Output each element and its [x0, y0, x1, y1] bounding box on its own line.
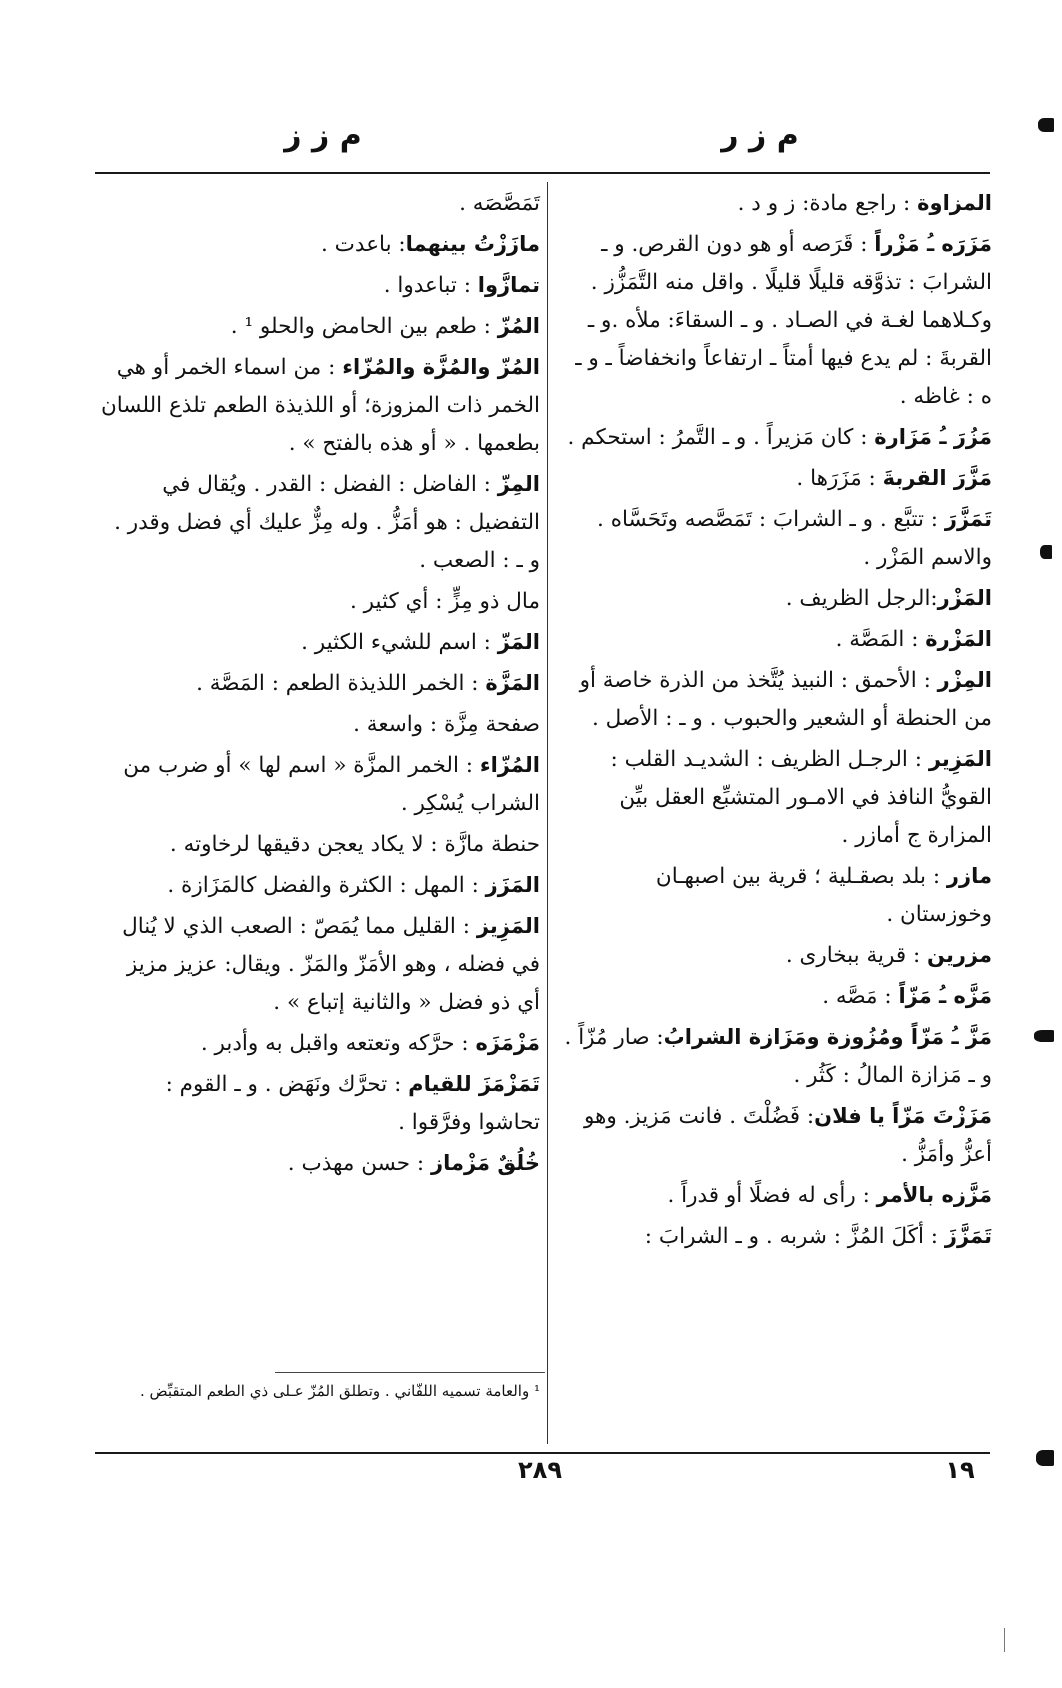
definition: : أكَلَ المُزَّ : شربه . و ـ الشرابَ : [644, 1224, 945, 1249]
column-divider [547, 182, 548, 1444]
headword: مَزَّرَ القربةَ [882, 466, 992, 490]
entry [560, 1018, 992, 1095]
definition: : الأحمق : النبيذ يُتَّخذ من الذرة خاصة أو من الحنطة أو الشعير والحبوب . و ـ : الأصل . [579, 668, 992, 731]
margin-mark [1038, 118, 1054, 132]
headword: مازر [946, 864, 992, 888]
headword: المَزّ [497, 630, 540, 654]
headword: المَزْرة [925, 627, 992, 651]
headword: المِزّ [497, 472, 540, 496]
headword: المَزَز [485, 873, 540, 897]
margin-tick [1004, 1628, 1005, 1652]
definition: :الرجل الظريف . [785, 586, 938, 611]
definition: : طعم بين الحامض والحلو ¹ . [230, 314, 498, 339]
entry [100, 1144, 540, 1183]
entry [100, 623, 540, 662]
entry [100, 1065, 540, 1142]
margin-mark [1034, 1030, 1054, 1042]
root-heading-right: م ز ر [721, 118, 799, 153]
entry [100, 746, 540, 823]
entry [560, 225, 992, 416]
definition: : راجع مادة: ز و د . [737, 191, 918, 216]
headword: المِزْر [937, 668, 992, 692]
definition: : تتبَّع . و ـ الشرابَ : تَمَصَّصه وتَحَسَّاه . والاسم المَزْر . [597, 507, 992, 570]
definition: : تباعدوا . [383, 273, 478, 298]
entry [100, 465, 540, 580]
entry [560, 620, 992, 659]
definition: : فَضُلْتَ . فانت مَزيز. وهو أعزُّ وأمَزُّ . [583, 1104, 992, 1167]
entry [100, 582, 540, 621]
headword: المَزِير [928, 747, 992, 771]
definition: : حسن مهذب . [287, 1151, 431, 1176]
headword: مزرين [927, 943, 992, 967]
root-heading-left: م ز ز [284, 118, 362, 153]
definition: : المَصَّة . [835, 627, 926, 652]
definition: تَمَصَّصَه . [459, 191, 540, 216]
headword: المزاوة [917, 191, 992, 215]
headword: خُلُقٌ مَزْماز [431, 1151, 540, 1175]
entry [100, 184, 540, 223]
entry [100, 705, 540, 744]
headword: مَزَّزه بالأمر [876, 1183, 992, 1207]
definition: : حرَّكه وتعتعه واقبل به وأدبر . [200, 1031, 476, 1056]
page-number-left: ٢٨٩ [518, 1456, 562, 1484]
entry [100, 907, 540, 1022]
definition: : المهل : الكثرة والفضل كالمَزَازة . [167, 873, 486, 898]
footnote: ¹ والعامة تسميه اللفّاني . وتطلق المُزّ عـلى ذي الطعم المتقبِّض . [139, 1382, 540, 1400]
entry [100, 825, 540, 864]
definition: : القليل مما يُمَصّ : الصعب الذي لا يُنال في فضله ، وهو الأمَزّ والمَزّ . ويقال: عزيز مزيز أي ذو فضل « والثانية إتباع » . [122, 914, 540, 1015]
entry [100, 307, 540, 346]
definition: : كان مَزيراً . و ـ التَّمرُ : استحكم . [567, 425, 875, 450]
entry [560, 459, 992, 498]
headword: تَمَزْمَزَ للقيام [408, 1072, 540, 1096]
definition: : بلد بصقـلية ؛ قرية بين اصبهـان وخوزستان . [655, 864, 992, 927]
definition: : رأى له فضلًا أو قدراً . [667, 1183, 877, 1208]
right-column [560, 184, 992, 1258]
headword: تَمَزَّزَ [944, 1224, 992, 1248]
page-number-right: ١٩ [945, 1456, 975, 1484]
headword: المَزَّة [485, 671, 540, 695]
entry [560, 1097, 992, 1174]
entry [100, 866, 540, 905]
entry [560, 740, 992, 855]
definition: : الخمر اللذيذة الطعم : المَصَّة . [196, 671, 486, 696]
top-rule [95, 172, 990, 174]
headword: المَزْر [937, 586, 992, 610]
headword: المُزّ [497, 314, 540, 338]
entry [560, 936, 992, 975]
entry [560, 500, 992, 577]
definition: صفحة مِزَّة : واسعة . [353, 712, 540, 737]
margin-mark [1036, 1450, 1054, 1466]
definition: حنطة مازَّة : لا يكاد يعجن دقيقها لرخاوته . [169, 832, 540, 857]
definition: : صار مُزّاً . و ـ مَزازة المالُ : كَثُر . [564, 1025, 992, 1088]
definition: : مَصَّه . [822, 984, 899, 1009]
headword: مَزَّه ـُ مَزّاً [898, 984, 992, 1008]
margin-mark [1040, 545, 1052, 559]
headword: تمازَّوا [477, 273, 540, 297]
entry [560, 579, 992, 618]
definition: : الفاضل : الفضل : القدر . ويُقال في التفضيل : هو أمَزُّ . وله مِزٌّ عليك أي فضل وقدر . و ـ : الصعب . [114, 472, 540, 573]
headword: مَزَزْتَ مَزّاً يا فلان [814, 1104, 992, 1128]
entry [560, 418, 992, 457]
definition: : تحرَّك ونَهَض . و ـ القوم : تحاشوا وفرَّقوا . [165, 1072, 540, 1135]
footnote-rule [275, 1372, 545, 1373]
headword: المُزّاء [479, 753, 540, 777]
headword: مازَزْتُ بينهما [405, 232, 540, 256]
definition: مال ذو مِزٍّ : أي كثير . [350, 589, 540, 614]
headword: تَمَزَّرَ [944, 507, 992, 531]
entry [560, 1176, 992, 1215]
entry [100, 266, 540, 305]
entry [560, 1217, 992, 1256]
entry [560, 661, 992, 738]
definition: : قرية ببخارى . [785, 943, 928, 968]
headword: مَزَّ ـُ مَزّاً ومُزُوزة ومَزَازة الشرابُ [663, 1025, 992, 1049]
headword: مَزَرَه ـُ مَزْراً [874, 232, 992, 256]
definition: : قَرَصه أو هو دون القرص. و ـ الشرابَ : تذوَّقه قليلًا قليلًا . واقل منه التَّمَزُّز . وكـلاهما لغـة في الصـاد . و ـ السقاءَ: ملأه .و ـ القربةَ : لم يدع فيها أمتاً ـ ارتفاعاً وانخفاضاً ـ و ـ ه : غاظه . [575, 232, 992, 409]
definition: : مَزَرَها . [796, 466, 883, 491]
definition: : من اسماء الخمر أو هي الخمر ذات المزوزة؛ أو اللذيذة الطعم تلذع اللسان بطعمها . « أو هذه بالفتح » . [100, 355, 540, 456]
headword: المَزِيز [476, 914, 540, 938]
entry [100, 1024, 540, 1063]
definition: : الخمر المزَّة « اسم لها » أو ضرب من الشراب يُسْكِر . [123, 753, 540, 816]
definition: : الرجـل الظريف : الشديـد القلب : القويُّ النافذ في الامـور المتشبِّع العقل بيِّن المزارة ج أمازر . [610, 747, 992, 848]
entry [100, 225, 540, 264]
left-column [100, 184, 540, 1185]
headword: مَزُرَ ـُ مَزَارة [874, 425, 992, 449]
entry [560, 977, 992, 1016]
entry [100, 348, 540, 463]
bottom-rule [95, 1452, 990, 1454]
headword: المُزّ والمُزَّة والمُزّاء [342, 355, 540, 379]
definition: : اسم للشيء الكثير . [301, 630, 498, 655]
definition: : باعدت . [321, 232, 406, 257]
entry [560, 184, 992, 223]
entry [100, 664, 540, 703]
headword: مَزْمَزَه [475, 1031, 540, 1055]
entry [560, 857, 992, 934]
